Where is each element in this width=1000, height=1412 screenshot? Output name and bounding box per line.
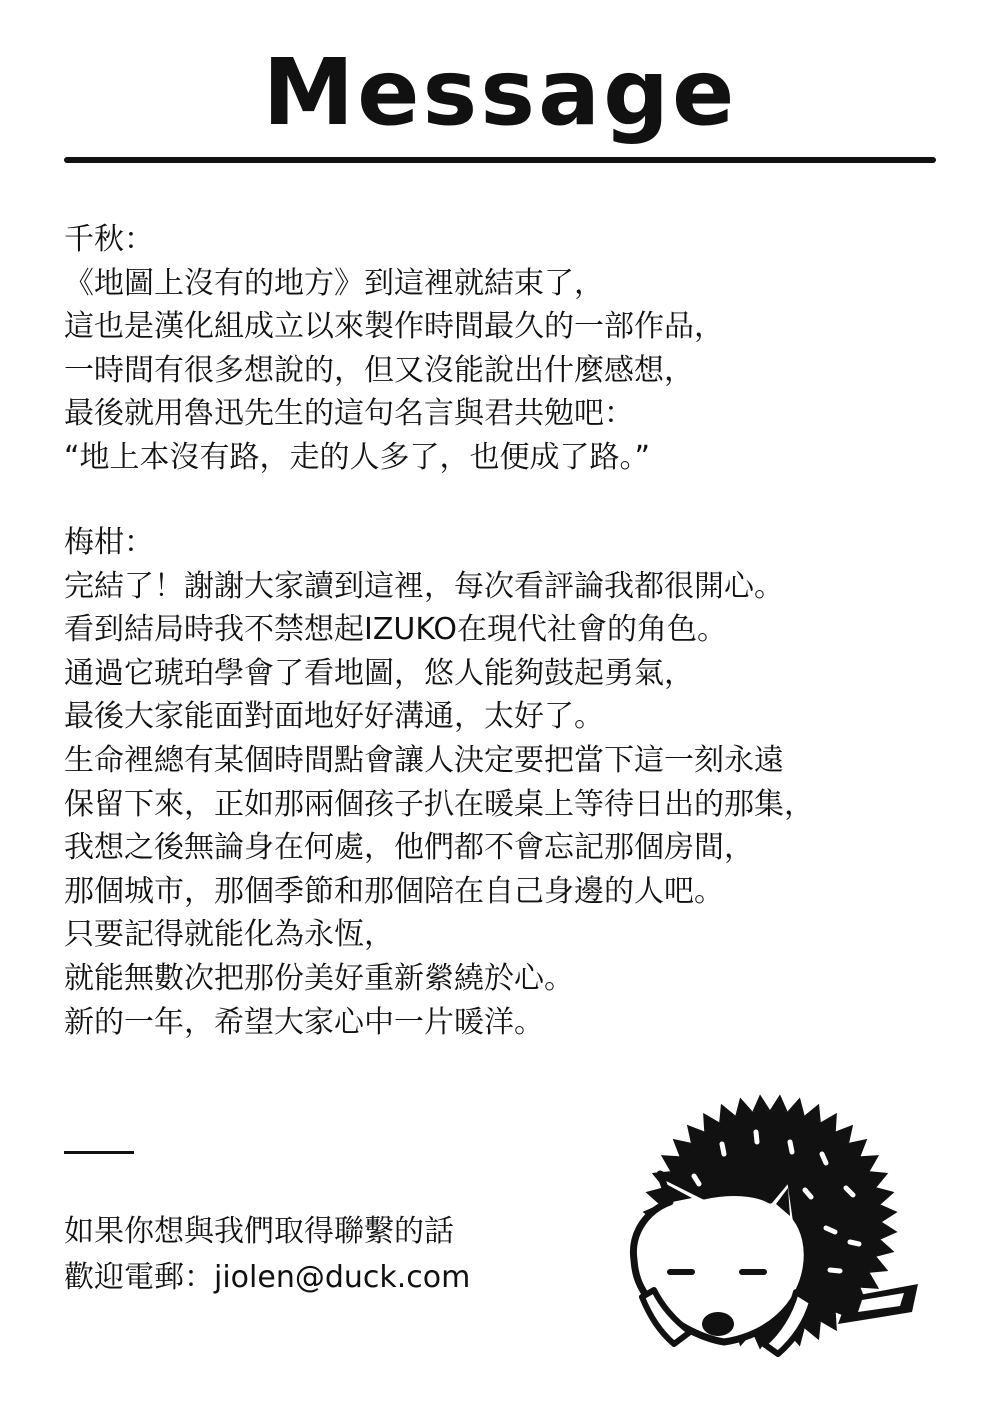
message-line: 就能無數次把那份美好重新縈繞於心。 <box>64 960 574 996</box>
message-line: 一時間有很多想說的，但又沒能說出什麼感想， <box>64 352 694 388</box>
title-divider <box>64 157 936 163</box>
page-title: Message <box>262 39 738 146</box>
section-author: 梅柑： <box>64 525 154 560</box>
message-section-chiaki <box>64 218 964 480</box>
contact-block <box>64 1209 470 1301</box>
contact-invitation: 如果你想與我們取得聯繫的話 <box>64 1214 454 1249</box>
message-line: 最後就用魯迅先生的這句名言與君共勉吧： <box>64 396 634 432</box>
message-line: 這也是漢化組成立以來製作時間最久的一部作品， <box>64 309 724 345</box>
message-line: 看到結局時我不禁想起IZUKO在現代社會的角色。 <box>64 612 728 648</box>
message-line: 那個城市，那個季節和那個陪在自己身邊的人吧。 <box>64 873 724 909</box>
message-line: 生命裡總有某個時間點會讓人決定要把當下這一刻永遠 <box>64 742 784 778</box>
message-line: 完結了！謝謝大家讀到這裡，每次看評論我都很開心。 <box>64 568 784 604</box>
message-line: “地上本沒有路，走的人多了，也便成了路。” <box>64 439 651 475</box>
section-author: 千秋： <box>64 222 154 257</box>
message-line: 最後大家能面對面地好好溝通，太好了。 <box>64 699 604 735</box>
contact-divider <box>64 1151 134 1154</box>
contact-email: 歡迎電郵：jiolen@duck.com <box>64 1260 471 1295</box>
message-line: 新的一年，希望大家心中一片暖洋。 <box>64 1004 544 1040</box>
message-line: 只要記得就能化為永恆， <box>64 917 394 953</box>
message-line: 保留下來，正如那兩個孩子扒在暖桌上等待日出的那集， <box>64 786 814 822</box>
message-line: 《地圖上沒有的地方》到這裡就結束了， <box>64 265 604 301</box>
message-section-meigan <box>64 521 964 1044</box>
message-line: 通過它琥珀學會了看地圖，悠人能夠鼓起勇氣， <box>64 655 694 691</box>
hedgehog-icon <box>600 1092 930 1392</box>
message-line: 我想之後無論身在何處，他們都不會忘記那個房間， <box>64 830 754 866</box>
